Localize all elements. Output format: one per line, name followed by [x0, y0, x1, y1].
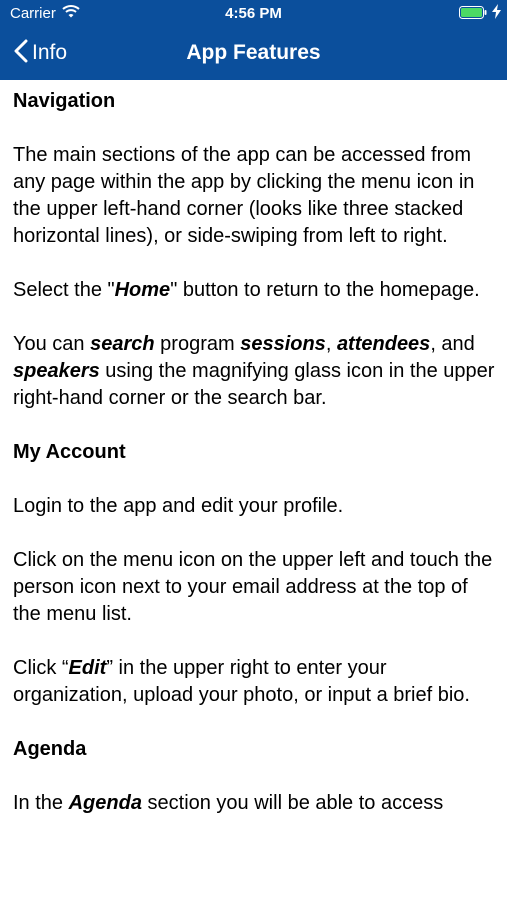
status-bar	[0, 0, 507, 28]
navigation-paragraph-1: The main sections of the app can be accessed from any page within the app by clicking the menu icon in the upper left-hand corner (looks like three stacked horizontal lines), or side-swiping from left to right.	[13, 144, 475, 247]
navigation-paragraph-2: Select the "Home" button to return to the homepage.	[13, 279, 480, 301]
battery-icon	[459, 6, 485, 19]
app-header	[0, 0, 507, 80]
account-paragraph-2: Click on the menu icon on the upper left and touch the person icon next to your email address at the top of the menu list.	[13, 549, 493, 625]
section-heading-agenda: Agenda	[13, 738, 87, 760]
back-label: Info	[32, 41, 68, 64]
account-paragraph-1: Login to the app and edit your profile.	[13, 495, 344, 517]
agenda-paragraph-1: In the Agenda section you will be able to access	[13, 792, 444, 814]
page-title: App Features	[186, 41, 321, 64]
clock: 4:56 PM	[225, 5, 282, 22]
navigation-bar	[0, 28, 507, 80]
navigation-paragraph-3: You can search program sessions, attendees, and speakers using the magnifying glass icon in the upper right-hand corner or the search bar.	[13, 333, 495, 409]
charging-icon	[492, 4, 501, 23]
carrier-label: Carrier	[10, 5, 56, 22]
section-heading-my-account: My Account	[13, 441, 126, 463]
content-body	[13, 88, 497, 844]
account-paragraph-3: Click “Edit” in the upper right to enter your organization, upload your photo, or input a brief bio.	[13, 657, 470, 706]
section-heading-navigation: Navigation	[13, 90, 116, 112]
